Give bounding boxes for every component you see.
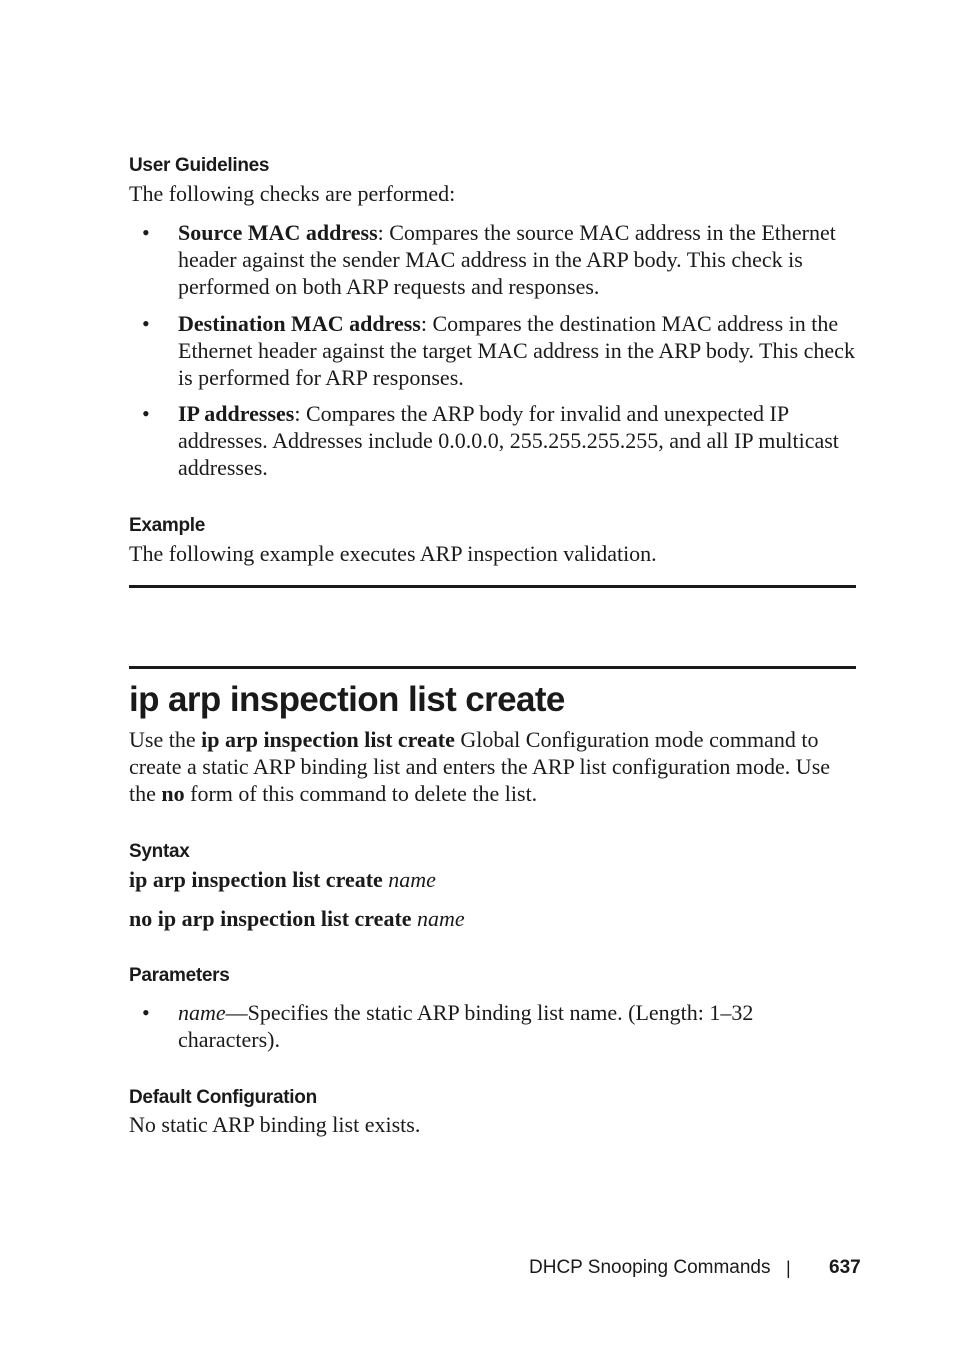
default-config-text: No static ARP binding list exists.	[129, 1112, 421, 1137]
footer-separator: |	[786, 1258, 791, 1278]
footer-section-name: DHCP Snooping Commands	[529, 1257, 771, 1278]
syntax-no-line: no ip arp inspection list create name	[129, 906, 465, 931]
command-description: Use the ip arp inspection list create Global Configuration mode command to create a static ARP binding list and enters the ARP list configuration mode. Use the no form of this command to delete the list.	[129, 727, 831, 806]
footer-page-number: 637	[829, 1257, 861, 1278]
syntax-heading: Syntax	[129, 841, 190, 862]
command-title: ip arp inspection list create	[129, 680, 565, 719]
parameter-text: name—Specifies the static ARP binding list name. (Length: 1–32 characters).	[178, 1000, 754, 1052]
bullet-text: Source MAC address: Compares the source MAC address in the Ethernet header against the sender MAC address in the ARP body. This check is performed on both ARP requests and responses.	[178, 220, 836, 299]
user-guidelines-heading: User Guidelines	[129, 155, 270, 176]
bullet-text: Destination MAC address: Compares the destination MAC address in the Ethernet header against the target MAC address in the ARP body. This check is performed for ARP responses.	[178, 311, 855, 390]
section-end-rule	[129, 585, 856, 588]
syntax-line: ip arp inspection list create name	[129, 867, 436, 892]
bullet-dot: •	[142, 401, 150, 426]
default-config-heading: Default Configuration	[129, 1087, 317, 1108]
user-guidelines-intro: The following checks are performed:	[129, 181, 456, 206]
example-text: The following example executes ARP inspection validation.	[129, 541, 657, 566]
parameters-heading: Parameters	[129, 965, 230, 986]
section-start-rule	[129, 666, 856, 669]
bullet-text: IP addresses: Compares the ARP body for invalid and unexpected IP addresses. Addresses include 0.0.0.0, 255.255.255.255, and all IP multicast addresses.	[178, 401, 839, 480]
example-heading: Example	[129, 515, 206, 536]
bullet-dot: •	[142, 1000, 150, 1025]
bullet-dot: •	[142, 311, 150, 336]
bullet-dot: •	[142, 220, 150, 245]
